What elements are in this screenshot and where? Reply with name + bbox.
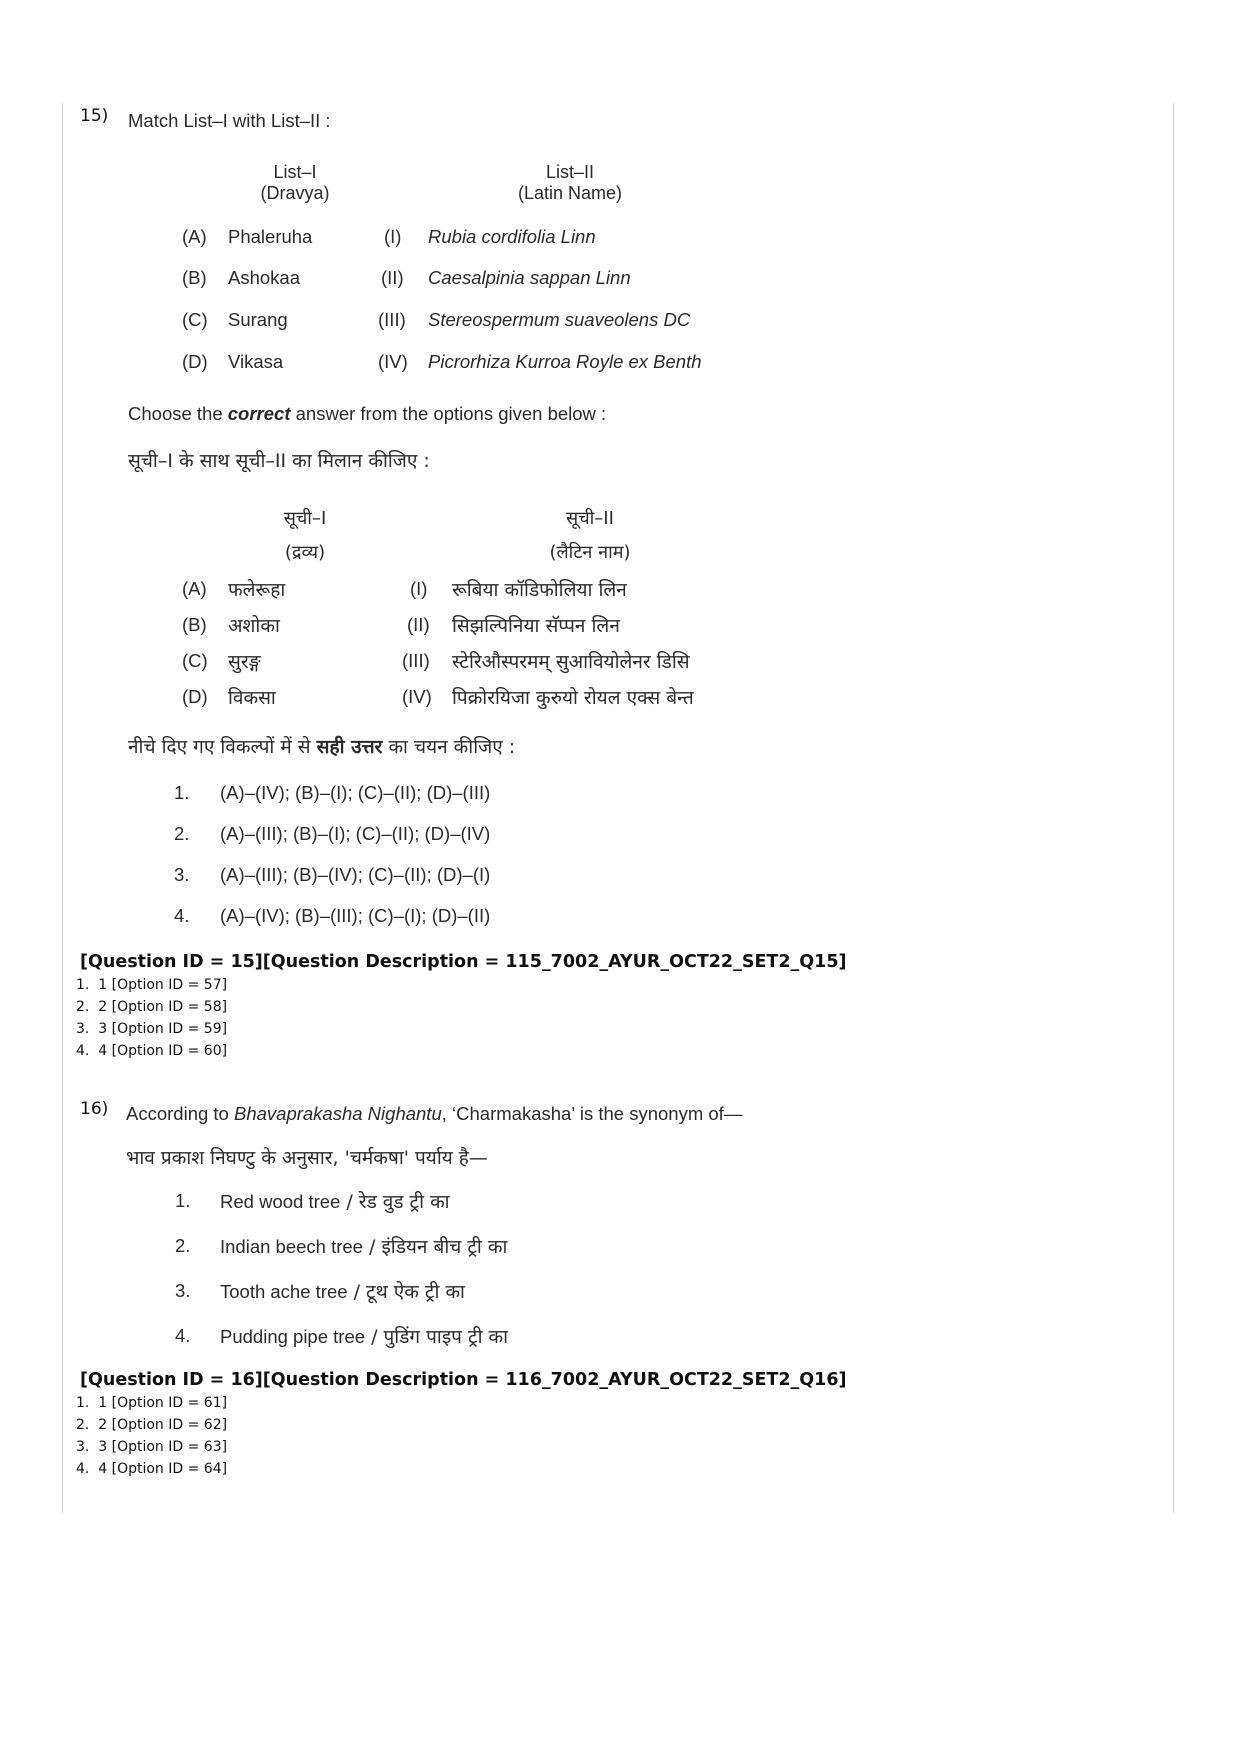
list2-header-hi: सूची–II (लैटिन नाम) bbox=[549, 508, 631, 563]
row-text: Surang bbox=[228, 309, 288, 330]
row-latin: पिक्रोरयिजा कुरुयो रोयल एक्स बेन्त bbox=[452, 687, 694, 709]
question-number: 15) bbox=[80, 106, 109, 126]
option-text: (A)–(III); (B)–(I); (C)–(II); (D)–(IV) bbox=[220, 823, 491, 844]
row-latin: Rubia cordifolia Linn bbox=[428, 226, 596, 247]
option-number: 4. bbox=[175, 1325, 191, 1346]
row-label: (C) bbox=[182, 309, 208, 330]
question-prompt-hi: सूची–I के साथ सूची–II का मिलान कीजिए : bbox=[128, 450, 430, 472]
row-text: Vikasa bbox=[228, 351, 284, 372]
option-number: 2. bbox=[175, 1235, 191, 1256]
list2-header-en: List–II (Latin Name) bbox=[517, 162, 623, 203]
option-text: Red wood tree / रेड वुड ट्री का bbox=[220, 1191, 450, 1213]
row-label: (D) bbox=[182, 686, 208, 707]
choose-instruction-hi: नीचे दिए गए विकल्पों में से सही उत्तर का चयन कीजिए : bbox=[128, 736, 516, 758]
choose-instruction-en: Choose the correct answer from the options given below : bbox=[128, 403, 607, 424]
row-roman: (III) bbox=[402, 650, 430, 671]
row-roman: (IV) bbox=[402, 686, 432, 707]
option-number: 4. bbox=[174, 905, 190, 926]
row-label: (B) bbox=[182, 267, 207, 288]
question-prompt-en: According to Bhavaprakasha Nighantu, ‘Charmakasha’ is the synonym of— bbox=[126, 1103, 743, 1124]
option-text: Tooth ache tree / टूथ ऐक ट्री का bbox=[220, 1281, 465, 1303]
row-roman: (III) bbox=[378, 309, 406, 330]
row-text: Phaleruha bbox=[228, 226, 313, 247]
option-number: 1. bbox=[174, 782, 190, 803]
option-text: (A)–(III); (B)–(IV); (C)–(II); (D)–(I) bbox=[220, 864, 491, 885]
row-label: (A) bbox=[182, 226, 207, 247]
row-text: Ashokaa bbox=[228, 267, 300, 288]
question-id-line: [Question ID = 16][Question Description = 116_7002_AYUR_OCT22_SET2_Q16] bbox=[80, 1370, 847, 1390]
left-border bbox=[62, 103, 63, 1513]
row-latin: सिझल्पिनिया सॅप्पन लिन bbox=[452, 615, 620, 637]
option-id: 2. 2 [Option ID = 62] bbox=[76, 1417, 228, 1433]
row-latin: Stereospermum suaveolens DC bbox=[428, 309, 691, 330]
question-prompt-hi: भाव प्रकाश निघण्टु के अनुसार, 'चर्मकषा' पर्याय है— bbox=[126, 1147, 488, 1169]
row-roman: (II) bbox=[381, 267, 404, 288]
row-label: (D) bbox=[182, 351, 208, 372]
option-id: 3. 3 [Option ID = 59] bbox=[76, 1021, 228, 1037]
question-id-line: [Question ID = 15][Question Description = 115_7002_AYUR_OCT22_SET2_Q15] bbox=[80, 952, 847, 972]
option-id: 3. 3 [Option ID = 63] bbox=[76, 1439, 228, 1455]
list1-header-hi: सूची–I (द्रव्य) bbox=[283, 508, 327, 563]
row-text: फलेरूहा bbox=[228, 579, 286, 601]
option-id: 1. 1 [Option ID = 61] bbox=[76, 1395, 228, 1411]
row-latin: Caesalpinia sappan Linn bbox=[428, 267, 631, 288]
row-text: अशोका bbox=[228, 615, 280, 637]
option-id: 4. 4 [Option ID = 60] bbox=[76, 1043, 228, 1059]
right-border bbox=[1173, 103, 1174, 1513]
row-text: सुरङ्ग bbox=[228, 651, 261, 673]
row-roman: (IV) bbox=[378, 351, 408, 372]
row-latin: Picrorhiza Kurroa Royle ex Benth bbox=[428, 351, 702, 372]
option-text: Pudding pipe tree / पुडिंग पाइप ट्री का bbox=[220, 1326, 509, 1348]
option-text: (A)–(IV); (B)–(I); (C)–(II); (D)–(III) bbox=[220, 782, 491, 803]
row-text: विकसा bbox=[228, 687, 276, 709]
option-number: 2. bbox=[174, 823, 190, 844]
question-prompt-en: Match List–I with List–II : bbox=[128, 110, 331, 131]
row-latin: स्टेरिऔस्परमम् सुआवियोलेनर डिसि bbox=[452, 651, 690, 673]
row-roman: (I) bbox=[410, 578, 428, 599]
option-number: 1. bbox=[175, 1190, 191, 1211]
question-number: 16) bbox=[80, 1099, 109, 1119]
option-number: 3. bbox=[175, 1280, 191, 1301]
option-text: Indian beech tree / इंडियन बीच ट्री का bbox=[220, 1236, 508, 1258]
row-label: (B) bbox=[182, 614, 207, 635]
row-label: (A) bbox=[182, 578, 207, 599]
row-latin: रूबिया कॉडिफोलिया लिन bbox=[452, 579, 627, 601]
option-text: (A)–(IV); (B)–(III); (C)–(I); (D)–(II) bbox=[220, 905, 491, 926]
option-id: 2. 2 [Option ID = 58] bbox=[76, 999, 228, 1015]
list1-header-en: List–I (Dravya) bbox=[260, 162, 330, 203]
row-roman: (II) bbox=[407, 614, 430, 635]
option-id: 4. 4 [Option ID = 64] bbox=[76, 1461, 228, 1477]
row-label: (C) bbox=[182, 650, 208, 671]
option-id: 1. 1 [Option ID = 57] bbox=[76, 977, 228, 993]
row-roman: (I) bbox=[384, 226, 402, 247]
option-number: 3. bbox=[174, 864, 190, 885]
